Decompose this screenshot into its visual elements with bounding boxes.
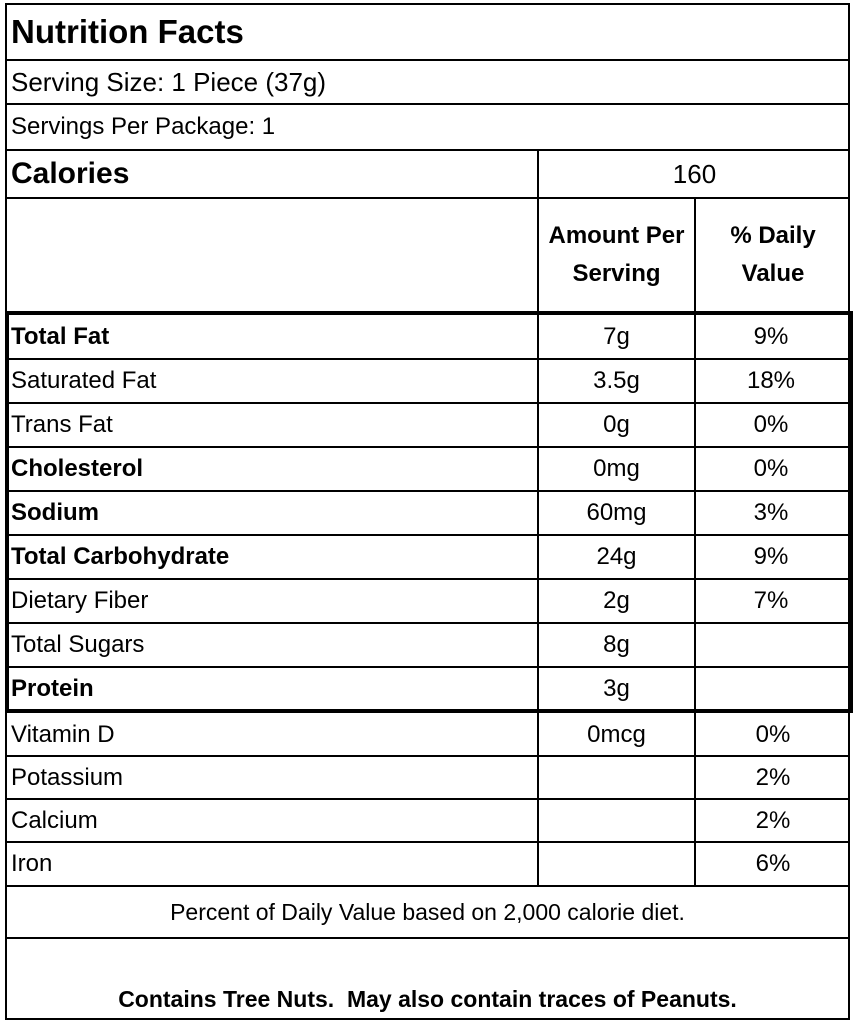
row-divider [5,755,850,757]
nutrient-amount: 2g [603,587,630,614]
vitamin-daily-value: 6% [755,849,791,877]
vitamin-amount [539,842,694,885]
nutrient-name: Trans Fat [11,411,113,438]
nutrient-daily-value: 9% [753,543,789,570]
row-divider [5,622,850,624]
row-divider [5,446,850,448]
vitamin-amount [539,799,694,842]
servings-per-package: Servings Per Package: 1 [11,113,276,140]
nutrient-daily-value [696,623,846,667]
row-divider [5,490,850,492]
vitamin-name: Vitamin D [11,720,115,748]
nutrient-name: Total Carbohydrate [11,543,230,570]
nutrient-amount: 8g [603,631,630,658]
nutrient-name: Protein [11,675,94,702]
row-divider [5,534,850,536]
nutrient-amount: 0g [603,411,630,438]
amount-header [539,199,694,311]
nutrient-daily-value: 3% [753,499,789,526]
nutrient-daily-value: 7% [753,587,789,614]
nutrient-name: Sodium [11,499,99,526]
vitamin-amount [539,756,694,799]
vitamin-daily-value: 0% [755,720,791,748]
daily-value-header [696,199,850,311]
nutrient-name: Cholesterol [11,455,144,482]
vitamin-name: Iron [11,849,53,877]
divider [5,937,850,939]
calories-value: 160 [672,158,717,189]
row-divider [5,578,850,580]
nutrient-name: Dietary Fiber [11,587,149,614]
calories-label: Calories [11,157,130,190]
nutrient-amount: 0mg [593,455,640,482]
nutrition-label [5,3,850,1020]
daily-value-header-text: % Daily Value [730,221,816,287]
nutrient-name: Total Fat [11,323,110,350]
allergen-statement: Contains Tree Nuts. May also contain traces of Peanuts. [118,985,737,1012]
nutrient-daily-value: 9% [753,323,789,350]
nutrient-amount: 3.5g [593,367,640,394]
serving-size: Serving Size: 1 Piece (37g) [11,66,327,97]
nutrient-amount: 3g [603,675,630,702]
nutrient-name: Total Sugars [11,631,145,658]
nutrient-daily-value [696,667,846,711]
nutrient-daily-value: 0% [753,455,789,482]
nutrient-amount: 60mg [586,499,647,526]
label-title: Nutrition Facts [11,13,244,50]
nutrient-name: Saturated Fat [11,367,157,394]
vitamin-daily-value: 2% [755,763,791,791]
nutrient-daily-value: 18% [746,367,796,394]
amount-header-text: Amount Per Serving [548,221,685,287]
row-divider [5,666,850,668]
row-divider [5,841,850,843]
row-divider [5,798,850,800]
nutrient-amount: 24g [596,543,637,570]
row-divider [5,358,850,360]
vitamin-name: Calcium [11,806,98,834]
row-divider [5,402,850,404]
vitamin-name: Potassium [11,763,124,791]
nutrient-amount: 7g [603,323,630,350]
nutrient-daily-value: 0% [753,411,789,438]
vitamin-amount: 0mcg [587,720,646,748]
daily-value-footnote: Percent of Daily Value based on 2,000 calorie diet. [170,898,685,925]
vitamin-daily-value: 2% [755,806,791,834]
